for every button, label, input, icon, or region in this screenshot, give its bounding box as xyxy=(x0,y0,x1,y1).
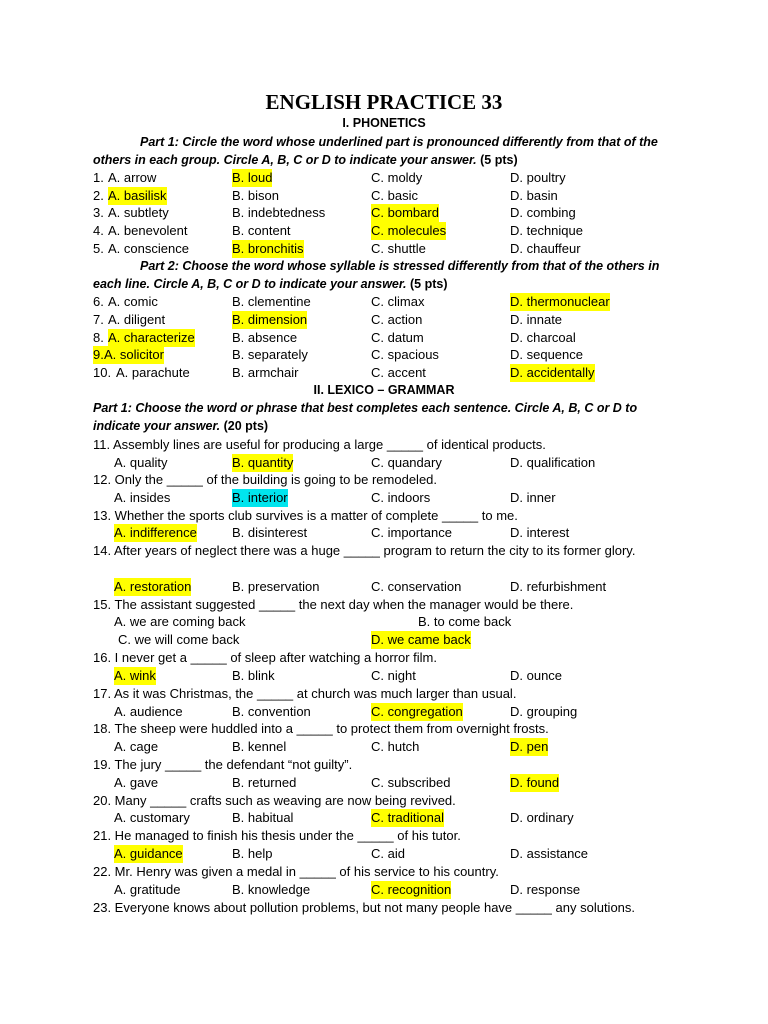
option-b: B. quantity xyxy=(232,455,294,470)
option-a: A. we are coming back xyxy=(114,614,246,629)
option-a: A. characterize xyxy=(108,330,195,345)
option-d: D. pen xyxy=(510,739,549,754)
question-stem-17: 17. As it was Christmas, the _____ at church was much larger than usual. xyxy=(93,686,517,701)
option-c: C. congregation xyxy=(371,704,463,719)
option-c: C. basic xyxy=(371,188,418,203)
option-b: B. indebtedness xyxy=(232,205,326,220)
option-b: B. armchair xyxy=(232,365,299,380)
option-c: C. moldy xyxy=(371,170,423,185)
option-b: B. help xyxy=(232,846,273,861)
option-d: D. chauffeur xyxy=(510,241,581,256)
option-d: D. charcoal xyxy=(510,330,576,345)
instruction-phonetics-part1: Part 1: Circle the word whose underlined part is pronounced differently from that of the others in each group. Circle A, B, C or D to indicate your answer. (5 pts) xyxy=(93,135,658,167)
option-c: C. action xyxy=(371,312,423,327)
option-b: B. dimension xyxy=(232,312,308,327)
question-number: 5. xyxy=(93,241,104,256)
question-stem-19: 19. The jury _____ the defendant “not guilty”. xyxy=(93,757,353,772)
options-row-17 xyxy=(0,703,768,721)
option-c: C. shuttle xyxy=(371,241,426,256)
options-row-22 xyxy=(0,881,768,899)
option-a: A. cage xyxy=(114,739,159,754)
options-row-18 xyxy=(0,738,768,756)
option-c: C. aid xyxy=(371,846,405,861)
question-row-3 xyxy=(0,204,768,222)
option-c: C. climax xyxy=(371,294,425,309)
option-d: D. we came back xyxy=(371,632,471,647)
question-stem-12: 12. Only the _____ of the building is going to be remodeled. xyxy=(93,472,438,487)
option-d: D. ordinary xyxy=(510,810,574,825)
option-a: A. parachute xyxy=(116,365,190,380)
option-d: D. technique xyxy=(510,223,583,238)
option-a: A. basilisk xyxy=(108,188,167,203)
option-d: D. found xyxy=(510,775,560,790)
options-row-19 xyxy=(0,774,768,792)
question-number: 2. xyxy=(93,188,104,203)
option-d: D. qualification xyxy=(510,455,596,470)
page-title: ENGLISH PRACTICE 33 xyxy=(265,90,503,114)
option-b: B. knowledge xyxy=(232,882,311,897)
option-d: D. accidentally xyxy=(510,365,595,380)
option-b: B. convention xyxy=(232,704,311,719)
options-row-11 xyxy=(0,454,768,472)
section-heading-lexico-grammar: II. LEXICO – GRAMMAR xyxy=(313,383,455,397)
option-c: C. indoors xyxy=(371,490,431,505)
option-b: B. disinterest xyxy=(232,525,308,540)
option-c: C. conservation xyxy=(371,579,462,594)
question-row-4 xyxy=(0,222,768,240)
question-stem-21: 21. He managed to finish his thesis under the _____ of his tutor. xyxy=(93,828,461,843)
question-number: 10. xyxy=(93,365,112,380)
options-row-20 xyxy=(0,809,768,827)
option-c: C. traditional xyxy=(371,810,444,825)
option-b: B. to come back xyxy=(418,614,512,629)
option-a: A. conscience xyxy=(108,241,189,256)
option-c: C. importance xyxy=(371,525,452,540)
option-c: C. recognition xyxy=(371,882,452,897)
option-c: C. spacious xyxy=(371,347,439,362)
instruction-lexico-part1: Part 1: Choose the word or phrase that best completes each sentence. Circle A, B, C or D to indicate your answer. (20 pts) xyxy=(93,401,638,433)
question-number: 9. xyxy=(93,347,104,362)
option-b: B. separately xyxy=(232,347,308,362)
question-row-9 xyxy=(0,346,768,364)
option-a: A. subtlety xyxy=(108,205,169,220)
question-number: 1. xyxy=(93,170,104,185)
option-a: A. arrow xyxy=(108,170,157,185)
option-d: D. basin xyxy=(510,188,558,203)
question-row-2 xyxy=(0,187,768,205)
option-b: B. blink xyxy=(232,668,275,683)
question-number: 6. xyxy=(93,294,104,309)
question-row-10 xyxy=(0,364,768,382)
option-d: D. sequence xyxy=(510,347,583,362)
question-number: 3. xyxy=(93,205,104,220)
option-b: B. preservation xyxy=(232,579,320,594)
option-b: B. content xyxy=(232,223,291,238)
option-a: A. restoration xyxy=(114,579,192,594)
options-row-15a xyxy=(0,613,768,631)
option-a: A. gave xyxy=(114,775,159,790)
question-stem-15: 15. The assistant suggested _____ the next day when the manager would be there. xyxy=(93,597,574,612)
question-stem-18: 18. The sheep were huddled into a _____ to protect them from overnight frosts. xyxy=(93,721,549,736)
option-b: B. habitual xyxy=(232,810,294,825)
option-c: C. quandary xyxy=(371,455,442,470)
option-c: C. molecules xyxy=(371,223,447,238)
option-a: A. solicitor xyxy=(104,347,164,362)
option-b: B. clementine xyxy=(232,294,311,309)
option-d: D. innate xyxy=(510,312,563,327)
option-d: D. thermonuclear xyxy=(510,294,610,309)
option-a: A. quality xyxy=(114,455,168,470)
option-c: C. night xyxy=(371,668,416,683)
option-a: A. comic xyxy=(108,294,158,309)
option-a: A. audience xyxy=(114,704,183,719)
question-stem-20: 20. Many _____ crafts such as weaving are now being revived. xyxy=(93,793,456,808)
option-b: B. bronchitis xyxy=(232,241,304,256)
option-a: A. benevolent xyxy=(108,223,188,238)
option-c: C. bombard xyxy=(371,205,439,220)
instruction-phonetics-part2: Part 2: Choose the word whose syllable is stressed differently from that of the others in each line. Circle A, B, C or D to indicate your answer. (5 pts) xyxy=(93,259,660,291)
question-stem-16: 16. I never get a _____ of sleep after watching a horror film. xyxy=(93,650,437,665)
option-b: B. bison xyxy=(232,188,279,203)
question-stem-23: 23. Everyone knows about pollution problems, but not many people have _____ any solutions. xyxy=(93,900,636,915)
option-d: D. interest xyxy=(510,525,570,540)
option-a: A. wink xyxy=(114,668,156,683)
option-a: A. insides xyxy=(114,490,171,505)
question-stem-13: 13. Whether the sports club survives is a matter of complete _____ to me. xyxy=(93,508,518,523)
question-row-7 xyxy=(0,311,768,329)
option-a: A. guidance xyxy=(114,846,183,861)
option-d: D. combing xyxy=(510,205,576,220)
option-b: B. interior xyxy=(232,490,288,505)
option-b: B. returned xyxy=(232,775,297,790)
option-d: D. response xyxy=(510,882,581,897)
option-b: B. absence xyxy=(232,330,298,345)
options-row-16 xyxy=(0,667,768,685)
option-d: D. ounce xyxy=(510,668,563,683)
question-row-1 xyxy=(0,169,768,187)
question-row-8 xyxy=(0,329,768,347)
option-c: C. we will come back xyxy=(118,632,240,647)
question-number: 8. xyxy=(93,330,104,345)
options-row-15b xyxy=(0,631,768,649)
option-d: D. grouping xyxy=(510,704,578,719)
section-heading-phonetics: I. PHONETICS xyxy=(342,116,426,130)
option-d: D. refurbishment xyxy=(510,579,607,594)
option-d: D. poultry xyxy=(510,170,566,185)
option-a: A. gratitude xyxy=(114,882,181,897)
option-b: B. kennel xyxy=(232,739,287,754)
question-row-6 xyxy=(0,293,768,311)
question-stem-11: 11. Assembly lines are useful for producing a large _____ of identical products. xyxy=(93,437,546,452)
question-number: 4. xyxy=(93,223,104,238)
question-stem-22: 22. Mr. Henry was given a medal in _____ of his service to his country. xyxy=(93,864,499,879)
option-c: C. subscribed xyxy=(371,775,451,790)
options-row-12 xyxy=(0,489,768,507)
option-d: D. inner xyxy=(510,490,556,505)
option-c: C. hutch xyxy=(371,739,420,754)
option-c: C. datum xyxy=(371,330,424,345)
option-c: C. accent xyxy=(371,365,426,380)
option-a: A. indifference xyxy=(114,525,197,540)
options-row-21 xyxy=(0,845,768,863)
option-a: A. diligent xyxy=(108,312,166,327)
option-b: B. loud xyxy=(232,170,273,185)
question-row-5 xyxy=(0,240,768,258)
question-number: 7. xyxy=(93,312,104,327)
option-a: A. customary xyxy=(114,810,190,825)
options-row-14 xyxy=(0,578,768,596)
question-stem-14: 14. After years of neglect there was a huge _____ program to return the city to its former glory. xyxy=(93,543,636,558)
options-row-13 xyxy=(0,524,768,542)
option-d: D. assistance xyxy=(510,846,589,861)
